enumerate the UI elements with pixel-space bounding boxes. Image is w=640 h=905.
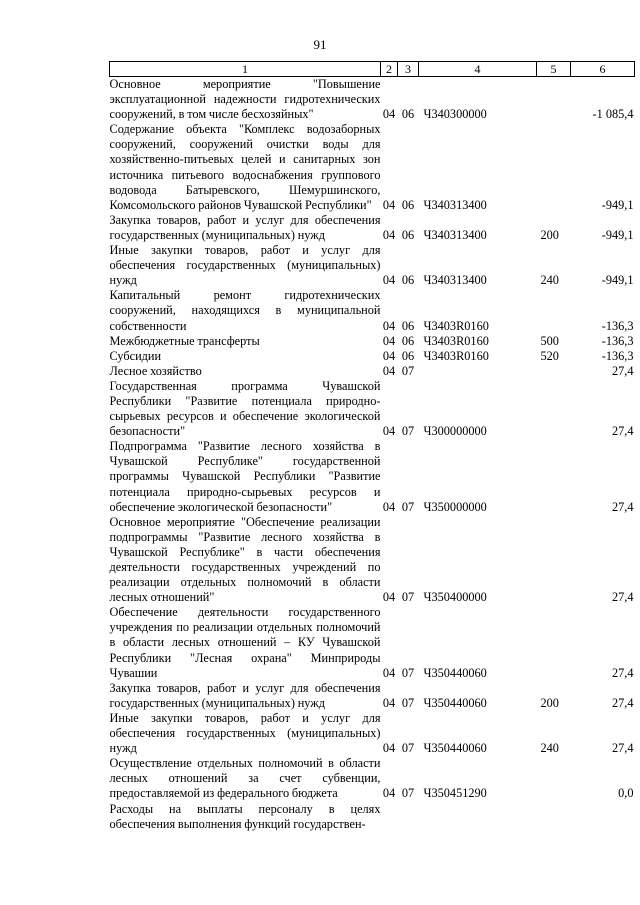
expense-type-cell: 500 <box>540 333 559 348</box>
table-row <box>110 681 635 711</box>
subsection-code-cell: 07 <box>401 741 415 756</box>
section-code-cell: 04 <box>382 333 396 348</box>
column-header: 3 <box>398 62 419 77</box>
expense-type-cell <box>537 439 571 514</box>
target-article-cell: Ч350000000 <box>423 499 487 514</box>
header-row <box>110 62 635 77</box>
column-header: 1 <box>110 62 381 77</box>
subsection-code-cell <box>398 802 419 832</box>
budget-table <box>109 61 635 832</box>
section-code-cell: 04 <box>382 786 396 801</box>
expense-type-cell <box>537 364 571 379</box>
subsection-code-cell: 07 <box>401 786 415 801</box>
target-article-cell: Ч340300000 <box>423 107 487 122</box>
target-article-cell: Ч3403R0160 <box>423 318 489 333</box>
expense-type-cell: 240 <box>540 273 559 288</box>
amount-cell: 27,4 <box>611 695 634 710</box>
expense-type-cell <box>537 122 571 213</box>
target-article-cell: Ч350451290 <box>423 786 487 801</box>
table-row <box>110 439 635 514</box>
row-name-cell: Обеспечение деятельности государственного учреждения по реализации отдельных полномочий в области лесных отношений – КУ Чувашской Республики "Лесная охрана" Минприроды Чувашии <box>109 605 381 680</box>
section-code-cell: 04 <box>382 107 396 122</box>
expense-type-cell <box>537 756 571 801</box>
row-name-cell: Субсидии <box>109 348 162 363</box>
subsection-code-cell: 06 <box>401 348 415 363</box>
table-row <box>110 756 635 801</box>
amount-cell: 0,0 <box>618 786 634 801</box>
target-article-cell: Ч350440060 <box>423 695 487 710</box>
section-code-cell: 04 <box>382 227 396 242</box>
target-article-cell: Ч3403R0160 <box>423 348 489 363</box>
row-name-cell: Расходы на выплаты персоналу в целях обеспечения выполнения функций государствен- <box>109 801 381 831</box>
subsection-code-cell: 07 <box>401 695 415 710</box>
row-name-cell: Капитальный ремонт гидротехнических сооружений, находящихся в муниципальной собственности <box>109 288 381 333</box>
subsection-code-cell: 07 <box>401 363 415 378</box>
expense-type-cell: 240 <box>540 741 559 756</box>
subsection-code-cell: 06 <box>401 333 415 348</box>
section-code-cell: 04 <box>382 318 396 333</box>
expense-type-cell: 200 <box>540 695 559 710</box>
amount-cell: -1 085,4 <box>592 107 634 122</box>
section-code-cell: 04 <box>382 741 396 756</box>
amount-cell: 27,4 <box>611 363 634 378</box>
target-article-cell: Ч3403R0160 <box>423 333 489 348</box>
column-header: 5 <box>537 62 571 77</box>
table-row <box>110 334 635 349</box>
section-code-cell: 04 <box>382 363 396 378</box>
subsection-code-cell: 06 <box>401 197 415 212</box>
row-name-cell: Иные закупки товаров, работ и услуг для обеспечения государственных (муниципальных) нужд <box>109 243 381 288</box>
amount-cell <box>571 802 635 832</box>
expense-type-cell <box>537 515 571 606</box>
subsection-code-cell: 07 <box>401 499 415 514</box>
target-article-cell: Ч350440060 <box>423 665 487 680</box>
column-header: 4 <box>419 62 537 77</box>
target-article-cell: Ч340313400 <box>423 197 487 212</box>
amount-cell: 27,4 <box>611 665 634 680</box>
column-header: 2 <box>381 62 398 77</box>
expense-type-cell: 520 <box>540 348 559 363</box>
table-row <box>110 605 635 680</box>
section-code-cell: 04 <box>382 197 396 212</box>
row-name-cell: Иные закупки товаров, работ и услуг для обеспечения государственных (муниципальных) нужд <box>109 710 381 756</box>
section-code-cell: 04 <box>382 499 396 514</box>
section-code-cell: 04 <box>382 590 396 605</box>
expense-type-cell <box>537 288 571 333</box>
table-row <box>110 243 635 288</box>
page-number: 91 <box>313 37 327 52</box>
amount-cell: 27,4 <box>611 741 634 756</box>
amount-cell: -136,3 <box>601 348 634 363</box>
table-row <box>110 122 635 213</box>
section-code-cell: 04 <box>382 348 396 363</box>
section-code-cell: 04 <box>382 273 396 288</box>
amount-cell: -136,3 <box>601 318 634 333</box>
amount-cell: 27,4 <box>611 499 634 514</box>
row-name-cell: Межбюджетные трансферты <box>109 333 260 348</box>
table-row <box>110 802 635 832</box>
subsection-code-cell: 06 <box>401 273 415 288</box>
row-name-cell: Подпрограмма "Развитие лесного хозяйства в Чувашской Республике" государственной программы Чувашской Республики "Развитие потенциала природно-сырьевых ресурсов и обеспечение экологической безопасности" <box>109 439 381 514</box>
row-name-cell: Основное мероприятие "Повышение эксплуатационной надежности гидротехнических сооружений, в том числе бесхозяйных" <box>109 77 381 122</box>
expense-type-cell: 200 <box>540 227 559 242</box>
subsection-code-cell: 07 <box>401 424 415 439</box>
amount-cell: -949,1 <box>601 227 634 242</box>
section-code-cell: 04 <box>382 424 396 439</box>
table-row <box>110 213 635 243</box>
subsection-code-cell: 07 <box>401 665 415 680</box>
amount-cell: 27,4 <box>611 424 634 439</box>
expense-type-cell <box>537 802 571 832</box>
row-name-cell: Лесное хозяйство <box>109 363 202 378</box>
expense-type-cell <box>537 605 571 680</box>
row-name-cell: Содержание объекта "Комплекс водозаборных сооружений, сооружений очистки воды для хозяйственно-питьевых целей и санитарных зон источника питьевого водоснабжения группового водовода Батыревского, Шемуршинского, Комсомольского районов Чувашской Республики" <box>109 122 381 212</box>
row-name-cell: Государственная программа Чувашской Республики "Развитие потенциала природно-сырьевых ресурсов и обеспечение экологической безопасности" <box>109 378 381 439</box>
amount-cell: -949,1 <box>601 197 634 212</box>
target-article-cell: Ч350400000 <box>423 590 487 605</box>
table-row <box>110 711 635 756</box>
amount-cell: -136,3 <box>601 333 634 348</box>
expense-type-cell <box>537 77 571 123</box>
table-body <box>110 77 635 832</box>
table-row <box>110 379 635 439</box>
table-row <box>110 515 635 606</box>
row-name-cell: Основное мероприятие "Обеспечение реализации подпрограммы "Развитие лесного хозяйства в Чувашской Республике" в части обеспечения деятельности государственных учреждений по реализации отдельных полномочий в области лесных отношений" <box>109 514 381 605</box>
target-article-cell: Ч340313400 <box>423 227 487 242</box>
row-name-cell: Закупка товаров, работ и услуг для обеспечения государственных (муниципальных) нужд <box>109 212 381 242</box>
expense-type-cell <box>537 379 571 439</box>
column-header: 6 <box>571 62 635 77</box>
table-row <box>110 288 635 333</box>
subsection-code-cell: 06 <box>401 318 415 333</box>
subsection-code-cell: 07 <box>401 590 415 605</box>
target-article-cell <box>419 364 537 379</box>
section-code-cell: 04 <box>382 695 396 710</box>
table-row <box>110 364 635 379</box>
table-row <box>110 349 635 364</box>
subsection-code-cell: 06 <box>401 107 415 122</box>
target-article-cell: Ч340313400 <box>423 273 487 288</box>
row-name-cell: Закупка товаров, работ и услуг для обеспечения государственных (муниципальных) нужд <box>109 680 381 710</box>
target-article-cell: Ч300000000 <box>423 424 487 439</box>
amount-cell: 27,4 <box>611 590 634 605</box>
section-code-cell: 04 <box>382 665 396 680</box>
row-name-cell: Осуществление отдельных полномочий в области лесных отношений за счет субвенции, предоставляемой из федерального бюджета <box>109 756 381 801</box>
table-row <box>110 77 635 123</box>
subsection-code-cell: 06 <box>401 227 415 242</box>
amount-cell: -949,1 <box>601 273 634 288</box>
target-article-cell <box>419 802 537 832</box>
section-code-cell <box>381 802 398 832</box>
target-article-cell: Ч350440060 <box>423 741 487 756</box>
